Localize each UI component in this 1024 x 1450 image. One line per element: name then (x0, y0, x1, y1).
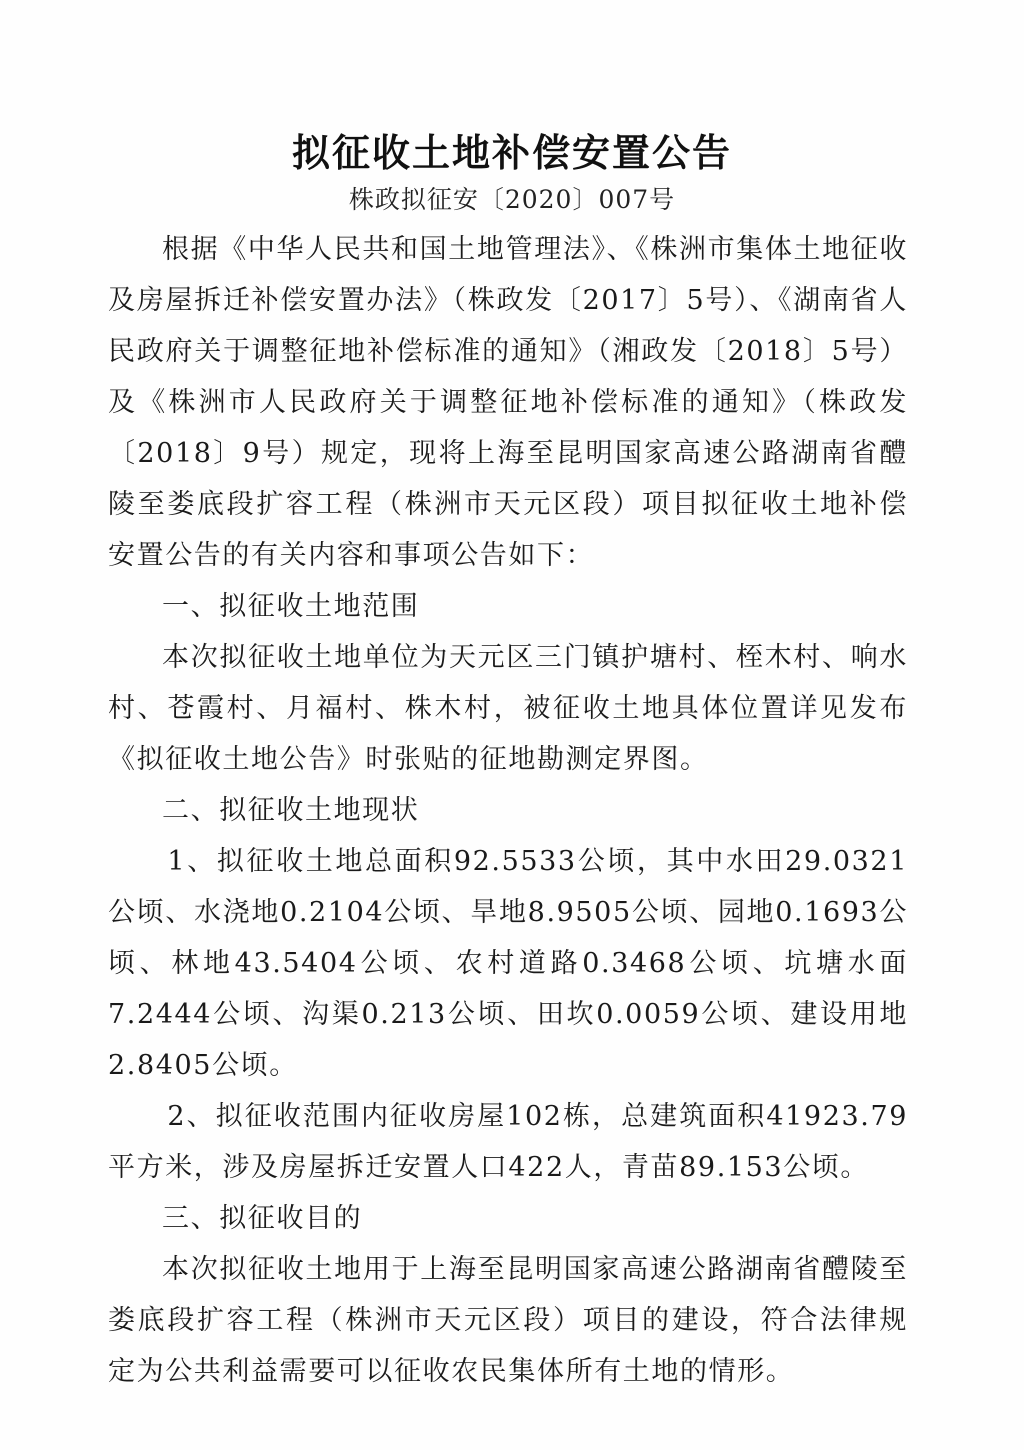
section-heading-purpose: 三、拟征收目的 (162, 1203, 363, 1234)
status-item-houses: 2、拟征收范围内征收房屋102栋，总建筑面积41923.79平方米，涉及房屋拆迁安置人口422人，青苗89.153公顷。 (108, 1101, 908, 1183)
scope-paragraph: 本次拟征收土地单位为天元区三门镇护塘村、桎木村、响水村、苍霞村、月福村、株木村，被征收土地具体位置详见发布《拟征收土地公告》时张贴的征地勘测定界图。 (108, 642, 908, 775)
section-heading-scope: 一、拟征收土地范围 (162, 591, 420, 622)
document-body (108, 224, 908, 1397)
purpose-paragraph: 本次拟征收土地用于上海至昆明国家高速公路湖南省醴陵至娄底段扩容工程（株洲市天元区段）项目的建设，符合法律规定为公共利益需要可以征收农民集体所有土地的情形。 (108, 1254, 908, 1387)
section-heading-status: 二、拟征收土地现状 (162, 795, 420, 826)
status-item-land-area: 1、拟征收土地总面积92.5533公顷，其中水田29.0321公顷、水浇地0.2104公顷、旱地8.9505公顷、园地0.1693公顷、林地43.5404公顷、农村道路0.3468公顷、坑塘水面7.2444公顷、沟渠0.213公顷、田坎0.0059公顷、建设用地2.8405公顷。 (108, 846, 908, 1081)
document-title: 拟征收土地补偿安置公告 (291, 131, 732, 175)
intro-paragraph: 根据《中华人民共和国土地管理法》、《株洲市集体土地征收及房屋拆迁补偿安置办法》（株政发〔2017〕5号）、《湖南省人民政府关于调整征地补偿标准的通知》（湘政发〔2018〕5号）及《株洲市人民政府关于调整征地补偿标准的通知》（株政发〔2018〕9号）规定，现将上海至昆明国家高速公路湖南省醴陵至娄底段扩容工程（株洲市天元区段）项目拟征收土地补偿安置公告的有关内容和事项公告如下： (108, 234, 908, 571)
document-number: 株政拟征安〔2020〕007号 (348, 185, 676, 214)
